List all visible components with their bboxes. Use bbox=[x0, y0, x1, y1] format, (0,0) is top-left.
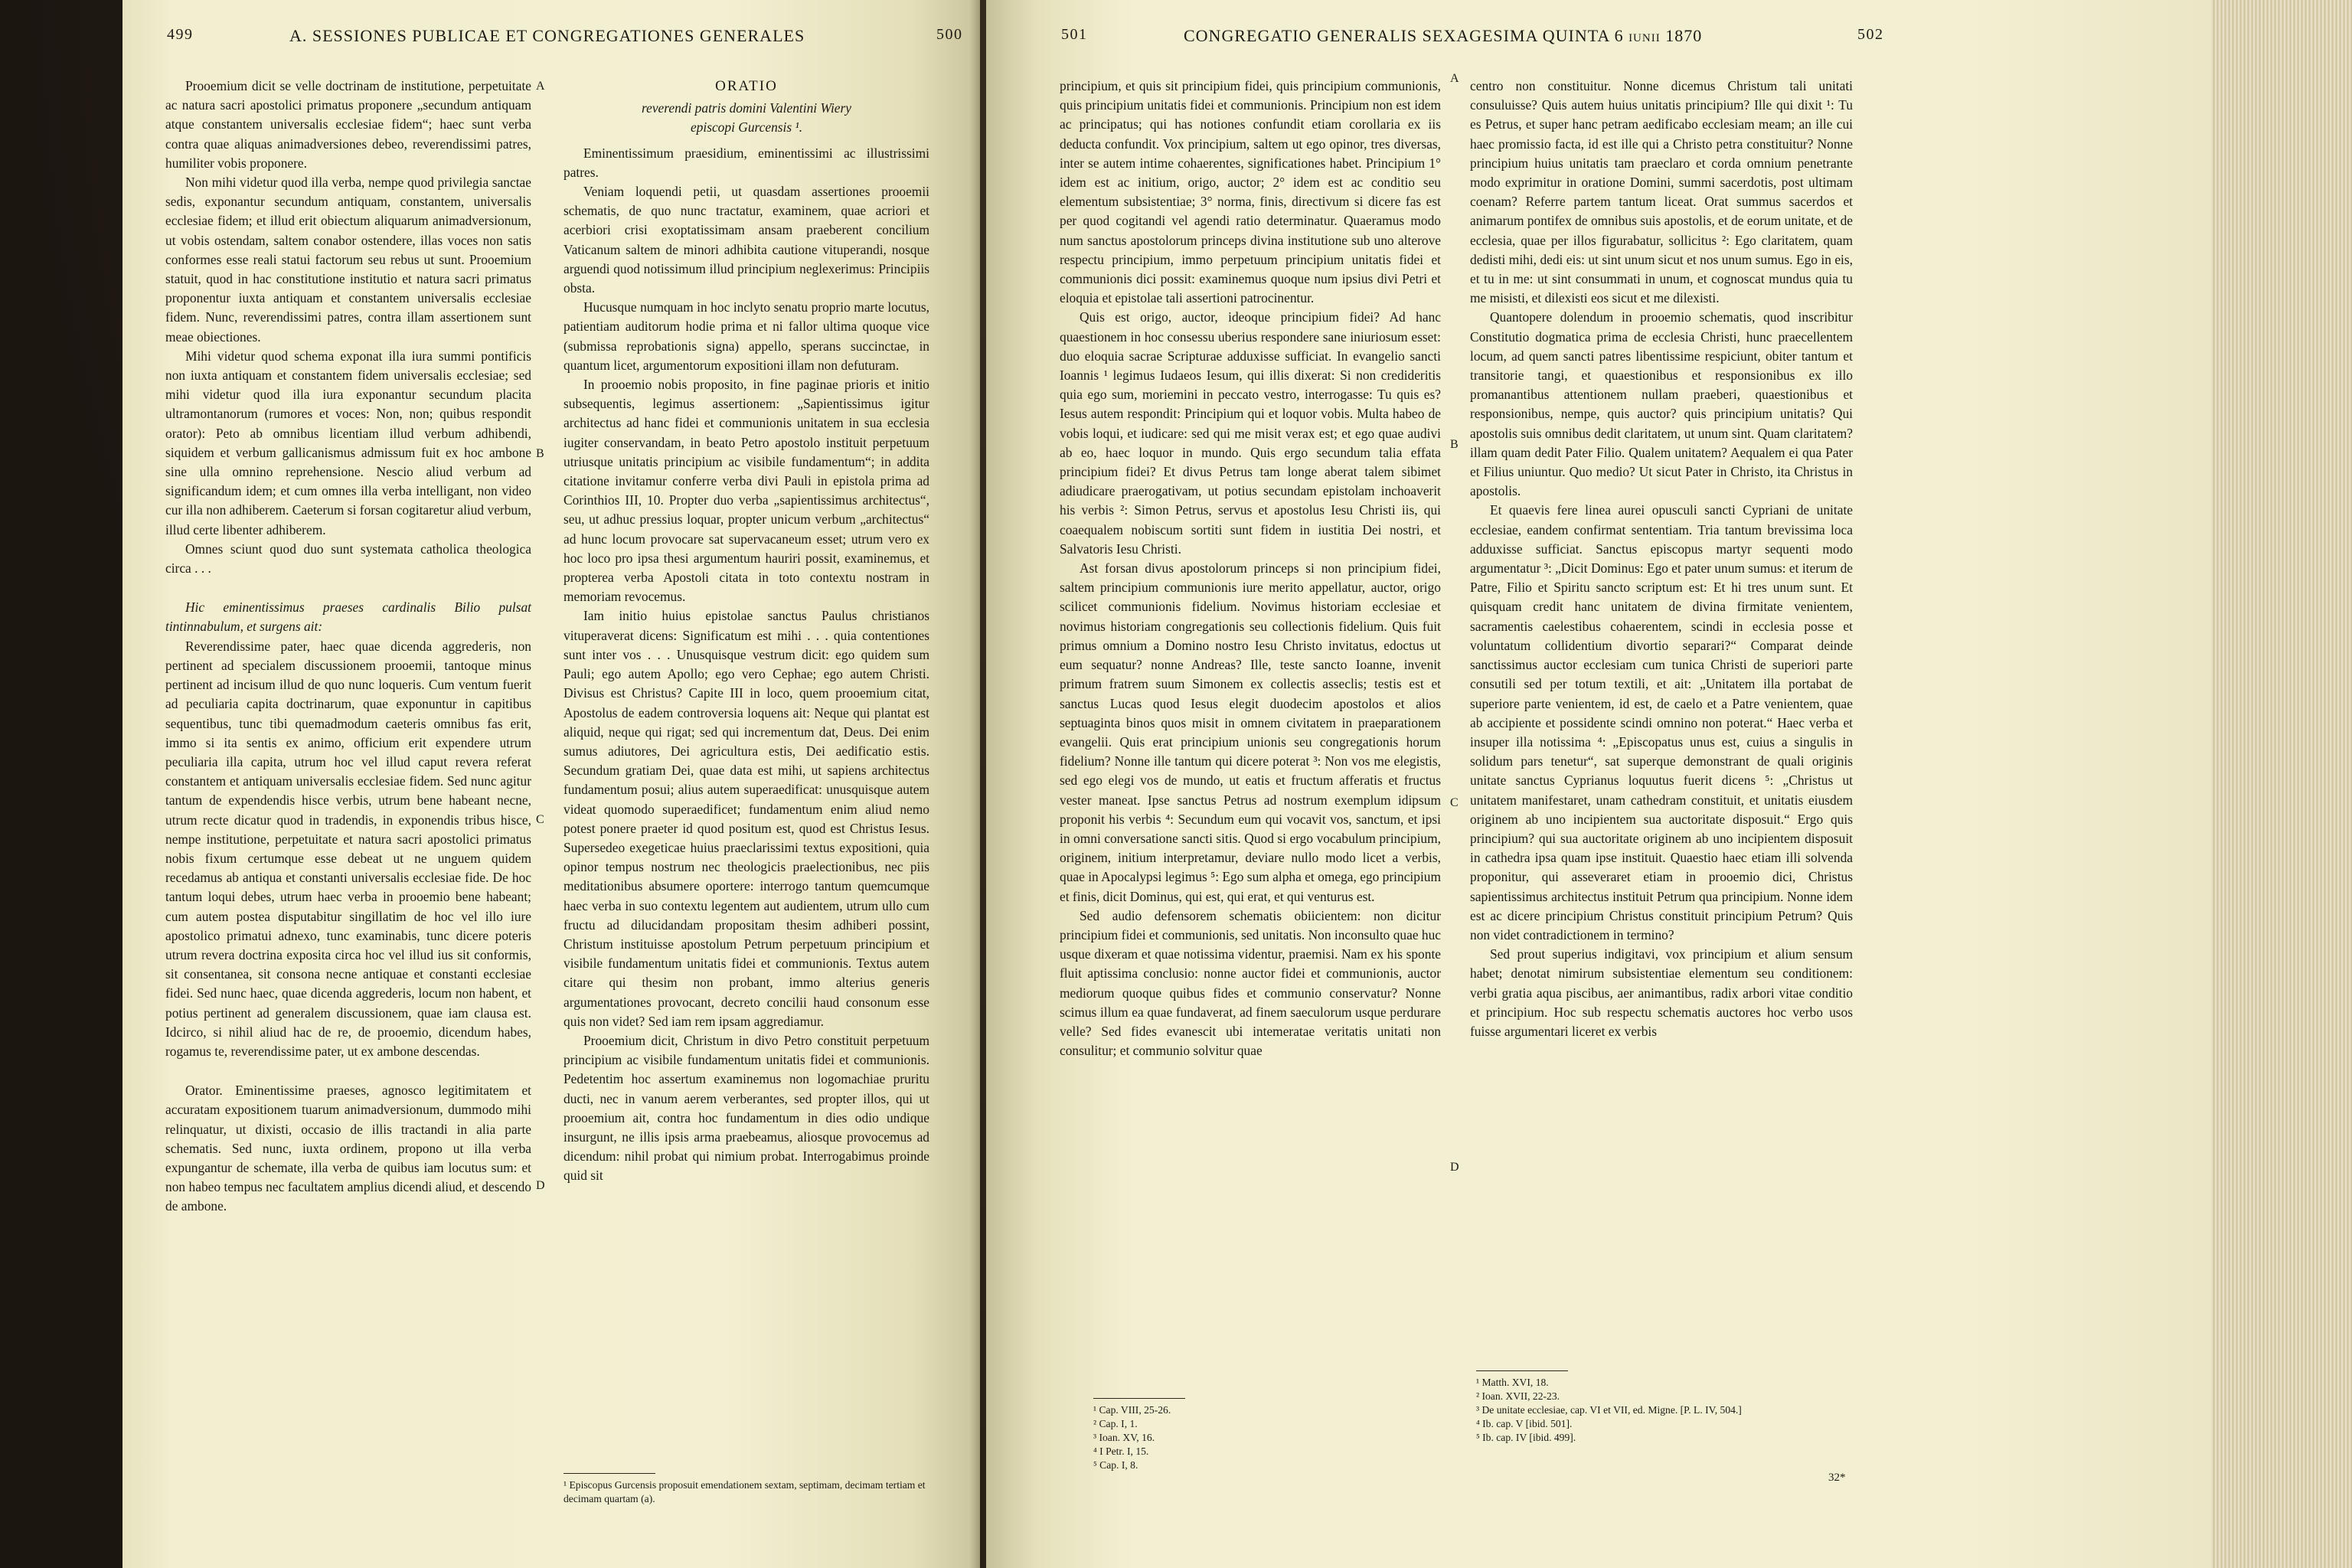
stage-direction: Hic eminentissimus praeses cardinalis Bilio pulsat tintinnabulum, et surgens ait: bbox=[165, 599, 531, 635]
paragraph: Sed prout superius indigitavi, vox principium et alium sensum habet; denotat nimirum subsistentiae elementum seu conditionem: verbi gratia aqua piscibus, aer animantibus, radix arbori vitae conditio et principium. Hoc sub respectu schematis auctores hoc verbo usos fuisse argumentari liceret ex verbis bbox=[1470, 946, 1853, 1039]
left-page-header bbox=[167, 26, 963, 57]
right-page-footnotes-2 bbox=[1476, 1370, 1844, 1445]
margin-letter: B bbox=[536, 447, 544, 460]
left-page bbox=[122, 0, 980, 1568]
paragraph: Orator. Eminentissime praeses, agnosco legitimitatem et accuratam expositionem tuarum animadversionum, dummodo mihi relinquatur, ut dixisti, occasio de illis tractandi in alia parte schematis. Sed nunc, iuxta ordinem, propono ut illa verba expungantur de schemate, illa verba de quibus iam locutus sum: et non habeo tempus nec facultatem amplius dicendi aliud, et descendo de ambone. bbox=[165, 1083, 531, 1214]
footnote: ⁵ Ib. cap. IV [ibid. 499]. bbox=[1476, 1432, 1576, 1443]
margin-letter: B bbox=[1450, 438, 1459, 451]
paragraph: centro non constituitur. Nonne dicemus Christum tali unitati consuluisse? Quis autem huius unitatis principium? Ille qui dixit ¹: Tu es Petrus, et super hanc petram aedificabo ecclesiam meam; an ille cui haec promissio facta, id est ille qui a Christo petra constituitur? Nonne principium huius unitatis tam praeclaro et corda omnium penetrante modo exprimitur in oratione Domini, summi sacerdotis, post ultimam coenam? Referre partem tantum liceat. Orat summus sacerdos et animarum pontifex de omnibus suis apostolis, et de eorum unitate, et de ecclesia, quae per illos figurabatur, sollicitus ²: Ego claritatem, quam dedisti mihi, dedi eis: ut sint unum sicut et nos unum sumus. Ego in eis, et tu in me: ut sint consummati in unum, et cognoscat mundus quia tu me misisti, et dilexisti eos sicut et me dilexisti. bbox=[1470, 78, 1853, 306]
page-number-501: 501 bbox=[1061, 26, 1088, 43]
left-page-column-2 bbox=[564, 77, 929, 1186]
paragraph: Quantopere dolendum in prooemio schematis, quod inscribitur Constitutio dogmatica prima de ecclesia Christi, hunc praecellentem locum, ad quem sancti patres libentissime respiciunt, obiter tantum et transitorie tangi, et quaestionibus et responsionibus ex illo promanantibus attentionem nullam praeberi, quaestionibus et responsionibus, nempe, quis auctor? quis principium unitatis? Qui apostolis suis omnibus dedit claritatem, ut unum sint. Quam claritatem? illam quam dedit Pater Filio. Qualem unitatem? Aequalem ei qua Pater et Filius uniuntur. Quo medio? Ut sicut Pater in Christo, ita Christus in apostolis. bbox=[1470, 309, 1853, 499]
left-page-footnotes bbox=[564, 1473, 929, 1506]
paragraph: Non mihi videtur quod illa verba, nempe quod privilegia sanctae sedis, exponantur secundum antiquam, constantem, universalis ecclesiae fidem; et illud erit obiectum aliquarum animadversionum, ut vobis ostendam, saltem conabor ostendere, illas voces non satis conformes esse reali statui factorum seu rebus ut sunt. Prooemium statuit, quod in hac constitutione institutio et natura sacri primatus proponentur iuxta antiquam et constantem universalis ecclesiae fidem. Nunc, reverendissimi patres, contra illam assertionem sunt meae obiectiones. bbox=[165, 175, 531, 345]
paragraph: Reverendissime pater, haec quae dicenda aggrederis, non pertinent ad specialem discussionem prooemii, tantoque minus pertinent ad incisum illud de quo nunc loqueris. Cum ventum fuerit ad peculiaria capita doctrinarum, quae exponuntur in capitibus sequentibus, tunc tibi quemadmodum caeteris omnibus fas erit, immo si ita sentis ex animo, officium erit expendere utrum peculiaria illa capita, utrum hoc vel illud caput revera referat constantem et antiquam universalis ecclesiae fidem. Sed nunc agitur tantum de expendendis hisce verbis, utrum bene habeant necne, utrum recte dicatur quod in tradendis, in exponendis tribus hisce, nempe institutione, perpetuitate et natura sacri apostolici primatus nobis fixum certumque esse debeat ut ne unguem quidem recedamus ab antiqua et constanti universalis ecclesiae fide. De hoc tantum loqui debes, utrum haec verba in prooemio bene habeant; cum autem postea disputabitur singillatim de hoc vel illo iure apostolico primatui adnexo, tunc examinabis, tunc dicere poteris utrum revera doctrina exposita circa hoc vel illud ius sit conformis, sit consentanea, sit consona necne antiquae et constanti ecclesiae fidei. Sed nunc haec, quae dicenda aggrederis, locum non habent, et potius pertinent ad generalem discussionem, quae iam clausa est. Idcirco, si nihil aliud hac de re, de prooemio, dicendum habes, rogamus te, reverendissime pater, ut ex ambone descendas. bbox=[165, 638, 531, 1059]
paragraph: principium, et quis sit principium fidei, quis principium communionis, quis principium unitatis fidei et communionis. Principium non est idem ac principatus; qui has notiones confundit etiam corollaria ex iis deducta confundit. Vox principium, saltem ut ego opinor, tres diversas, inter se autem intime cohaerentes, significationes habet. Principium 1° idem est ac initium, origo, auctor; 2° idem est ac conditio seu elementum subsistentiae; 3° norma, finis, directivum si dicere fas est per quod cogitandi vel agendi ratio determinatur. Quaeramus modo num sanctus apostolorum princeps divina institutione sub uno alterove respectu principium, immo perpetuum principium unitatis fidei et communionis dici possit: examinemus quoque num ipsius divi Petri et eloquia et epistolae tali assertioni patrocinentur. bbox=[1060, 78, 1441, 306]
footnote: ¹ Matth. XVI, 18. bbox=[1476, 1377, 1549, 1388]
margin-letter: C bbox=[536, 813, 544, 826]
paragraph: Ast forsan divus apostolorum princeps si non principium fidei, saltem principium communionis iure merito appellatur, auctor, origo scilicet communionis fidelium. Novimus historiam ecclesiae et novimus historiam congregationis seu collectionis fidelium. Quis fuit primus omnium a Domino nostro Iesu Christo invitatus, edoctus ut eum sequatur? nonne Andreas? Ille, teste sancto Ioanne, invenit primum fratrem suum Simonem ex collectis asseclis; testis est et sanctus Lucas quod Iesus elegit duodecim apostolos et alios septuaginta binos quos misit in omnem civitatem in praeparationem evangelii. Quis erat principium unionis seu congregationis horum fidelium? Nonne ille tantum qui dicere poterat ³: Non vos me elegistis, sed ego elegi vos de mundo, ut eatis et fructum afferatis et fructus vester maneat. Ipse sanctus Petrus ad nostrum exemplum idipsum proponit his verbis ⁴: Secundum eum qui vocavit vos, sanctum, et ipsi in omni conversatione sancti sitis. Quod si ergo vocabulum principium, originem, initium interpretamur, deviare nullo modo licet a verbis, quae in Apocalypsi legimus ⁵: Ego sum alpha et omega, ego principium et finis, dicit Dominus, qui est, qui erat, et qui venturus est. bbox=[1060, 560, 1441, 904]
right-page-column-2 bbox=[1470, 77, 1853, 1041]
footnote: ¹ Episcopus Gurcensis proposuit emendationem sextam, septimam, decimam tertiam et decimam quartam (a). bbox=[564, 1479, 926, 1504]
margin-letter: A bbox=[1450, 72, 1459, 85]
page-number-499: 499 bbox=[167, 26, 194, 43]
running-head-left: A. SESSIONES PUBLICAE ET CONGREGATIONES GENERALES bbox=[289, 26, 805, 45]
margin-letter: C bbox=[1450, 796, 1459, 809]
page-number-500: 500 bbox=[936, 26, 963, 43]
paragraph: Prooemium dicit se velle doctrinam de institutione, perpetuitate ac natura sacri apostolici primatus proponere „secundum antiquam atque constantem universalis ecclesiae fidem“; haec sunt verba contra quae aliquas animadversiones debeo, reverendissimi patres, humiliter vobis proponere. bbox=[165, 78, 531, 171]
paragraph: Quis est origo, auctor, ideoque principium fidei? Ad hanc quaestionem in hoc consessu uberius respondere sane iniuriosum esset: duo eloquia sacrae Scripturae adduxisse sufficiat. In evangelio sancti Ioannis ¹ legimus Iudaeos Iesum, qui illis dixerat: Si non credideritis quia ego sum, moriemini in peccato vestro, interrogasse: Tu quis es? Iesus autem respondit: Principium qui et loquor vobis. Multa habeo de vobis loqui, et iudicare: sed qui me misit verax est; et ego quae audivi ab eo, haec loquor in mundo. Quis ergo secundum talia effata principium fidei? Et divus Petrus tam longe aberat talem sibimet adiudicare praerogativam, ut potius secundam epistolam inchoaverit his verbis ²: Simon Petrus, servus et apostolus Iesu Christi iis, qui coaequalem nobiscum sortiti sunt fidem in iustitia Dei nostri, et Salvatoris Iesu Christi. bbox=[1060, 309, 1441, 557]
signature-mark: 32* bbox=[1828, 1472, 1846, 1484]
margin-letter: D bbox=[1450, 1161, 1459, 1174]
paragraph: Mihi videtur quod schema exponat illa iura summi pontificis non iuxta antiquam et constantem fidem universalis ecclesiae; sed mihi videtur quod illa iura exponantur secundum placita ultramontanorum (rumores et voces: Non, non; quibus respondit orator): Peto ab omnibus licentiam illud verbum adhibendi, siquidem et verbum gallicanismus admissum fuit ex hoc ambone sine ulla omnino reprehensione. Nescio aliud verbum ad significandum idem; et cum omnes illa verba intelligant, non video cur illa non adhiberem. Caeterum si forsan cogitaretur aliud verbum, illud certe libenter adhiberem. bbox=[165, 348, 531, 537]
footnote: ¹ Cap. VIII, 25-26. bbox=[1093, 1404, 1171, 1416]
footnote: ² Cap. I, 1. bbox=[1093, 1418, 1138, 1429]
page-number-502: 502 bbox=[1857, 26, 1884, 43]
paragraph: Omnes sciunt quod duo sunt systemata catholica theologica circa . . . bbox=[165, 541, 531, 577]
footnote-rule bbox=[1476, 1370, 1568, 1371]
paragraph: Et quaevis fere linea aurei opusculi sancti Cypriani de unitate ecclesiae, eandem confirmat sententiam. Tria tantum brevissima loca adduxisse sufficiat. Sanctus episcopus martyr sequenti modo argumentatur ³: „Dicit Dominus: Ego et pater unum sumus: et iterum de Patre, Filio et Spiritu sancto scriptum est: Et hi tres unum sunt. Et quisquam credit hanc unitatem de divina firmitate venientem, sacramentis caelestibus cohaerentem, scindi in ecclesia posse et voluntatum collidentium divortio separari?“ Comparat deinde sanctissimus auctor ecclesiam cum tunica Christi de superiori parte consutili sed per totum textili, et ait: „Unitatem illa portabat de superiore parte venientem, id est, de caelo et a Patre venientem, quae ab accipiente et possidente scindi omnino non poterat.“ Haec verba et insuper illa notissima ⁴: „Episcopatus unus est, cuius a singulis in solidum pars tenetur“, sat superque demonstrant de quali originis unitate sanctus Cyprianus loquutus fuerit dicens ⁵: „Christus ut unitatem manifestaret, unam cathedram constituit, et unitatis eiusdem originem ab uno incipientem sua auctoritate disposuit.“ Ergo quis principium? qui sua auctoritate originem ab uno incipientem disposuit in cathedra ipsa quam ipse instituit. Quaestio haec etiam illi solvenda proponitur, qui asseveraret etiam in prooemio dici, Christus sapientissimus architectus instituit Petrum qua principium. Nonne idem est ac dicere principium Christus constituit principium Petrum? Quis non videt contradictionem in termino? bbox=[1470, 502, 1853, 942]
page-edges bbox=[2211, 0, 2352, 1568]
paragraph: Prooemium dicit, Christum in divo Petro constituit perpetuum principium ac visibile fundamentum unitatis fidei et communionis. Pedetentim hoc assertum examinemus non logomachiae pruritu ducti, nec in vanum aerem verberantes, sed propter illos, qui ut prooemium ait, contra hoc fundamentum in dies odio undique insurgunt, ne illis ipsis arma praebeamus, aliosque provocemus ad dicendum: nihil probat qui nimium probat. Interrogabimus proinde quid sit bbox=[564, 1032, 929, 1184]
paragraph: Sed audio defensorem schematis obiicientem: non dicitur principium fidei et communionis, sed unitatis. Non inconsulto quae huc usque dixeram et quae notissima videntur, praemisi. Nam ex his sponte fluit aptissima conclusio: nonne auctor fidei et communionis, auctor mediorum quoque quibus fides et communio conservatur? Nonne scimus illum ea quae fundaverat, ad finem saeculorum usque perdurare velle? Sed fides evanescit ubi intemeratae veritatis unitati non consulitur; et communio solvitur quae bbox=[1060, 907, 1441, 1059]
footnote: ⁴ I Petr. I, 15. bbox=[1093, 1446, 1149, 1457]
margin-letter: A bbox=[536, 80, 545, 93]
paragraph: Iam initio huius epistolae sanctus Paulus christianos vituperaverat dicens: Significatum est mihi . . . quia contentiones sunt inter vos . . . Unusquisque vestrum dicit: ego quidem sum Pauli; ego autem Apollo; ego vero Cephae; ego autem Christi. Divisus est Christus? Capite III in loco, quem prooemium citat, Apostolus de eadem controversia loquens ait: Neque qui plantat est aliquid, neque qui rigat; sed qui incrementum dat, Deus. Dei enim sumus adiutores, Dei agricultura estis, Dei aedificatio estis. Secundum gratiam Dei, quae data est mihi, ut sapiens architectus fundamentum posui; alius autem superaedificat: unusquisque autem videat quomodo superaedificet; fundamentum enim aliud nemo potest ponere praeter id quod positum est, quod est Christus Iesus. Supersedeo exegeticae huius praeclarissimi textus expositioni, quia opinor tempus nostrum nec theologicis praelectionibus, nec piis meditationibus absumere oportere: interrogo tantum quemcumque haec verba in suo contextu legentem aut audientem, utrum ullo cum fructu ad dilucidandam propositam thesim adhiberi possint, Christum instituisse apostolum Petrum perpetuum principium et visibile fundamentum unitatis fidei et communionis. Textus autem citare qui thesim non probant, immo alterius generis argumentationes provocant, decreto concilii haud consonum esse quis non videt? Sed iam rem ipsam aggrediamur. bbox=[564, 608, 929, 1029]
paragraph: In prooemio nobis proposito, in fine paginae prioris et initio subsequentis, legimus assertionem: „Sapientissimus igitur architectus ad hanc fidei et communionis unitatem in sua ecclesia iugiter conservandam, in beato Petro apostolo instituit perpetuum utriusque unitatis principium ac visibile fundamentum“; in addita citatione invitamur conferre verba divi Pauli in epistola prima ad Corinthios III, 10. Propter duo verba „sapientissimus architectus“, seu, ut adhuc pressius loquar, propter unicum verbum „architectus“ ad hunc locum provocare sat supervacaneum esset; utrum vero ex hoc loco pro ipsa thesi argumentum hauriri possit, examinemus, et propterea verba Apostoli citata in toto contextu nostram in memoriam revocemus. bbox=[564, 377, 929, 605]
right-page-column-1 bbox=[1060, 77, 1441, 1060]
footnote: ⁵ Cap. I, 8. bbox=[1093, 1459, 1138, 1471]
right-page-footnotes-1 bbox=[1093, 1398, 1430, 1472]
running-head-right: CONGREGATIO GENERALIS SEXAGESIMA QUINTA 6 iunii 1870 bbox=[1184, 26, 1703, 45]
footnote: ⁴ Ib. cap. V [ibid. 501]. bbox=[1476, 1418, 1573, 1429]
footnote: ² Ioan. XVII, 22-23. bbox=[1476, 1390, 1560, 1402]
footnote: ³ De unitate ecclesiae, cap. VI et VII, ed. Migne. [P. L. IV, 504.] bbox=[1476, 1404, 1742, 1416]
right-page-header bbox=[1061, 26, 2148, 57]
oratio-title: ORATIO bbox=[715, 78, 778, 94]
footnote: ³ Ioan. XV, 16. bbox=[1093, 1432, 1155, 1443]
paragraph: Veniam loquendi petii, ut quasdam assertiones prooemii schematis, de quo nunc tractatur, examinem, quae acriori et acerbiori crisi exoptatissimam ansam praeberent concilium Vaticanum saltem de minori adhibita cautione vituperandi, nosque arguendi quod notissimum illud principium neglexerimus: Principiis obsta. bbox=[564, 184, 929, 296]
oratio-subtitle: episcopi Gurcensis ¹. bbox=[690, 119, 803, 136]
footnote-rule bbox=[564, 1473, 655, 1474]
oratio-subtitle: reverendi patris domini Valentini Wiery bbox=[641, 100, 852, 116]
paragraph: Eminentissimum praesidium, eminentissimi ac illustrissimi patres. bbox=[564, 145, 929, 180]
footnote-rule bbox=[1093, 1398, 1185, 1399]
left-page-column-1 bbox=[165, 77, 531, 1217]
paragraph: Hucusque numquam in hoc inclyto senatu proprio marte locutus, patientiam auditorum hodie prima et ni fallor ultima quoque vice (submissa reprobationis signa) appello, sperans succinctae, in quantum licet, argumentorum expositioni illam non defuturam. bbox=[564, 299, 929, 373]
margin-letter: D bbox=[536, 1179, 545, 1192]
right-page bbox=[986, 0, 2211, 1568]
